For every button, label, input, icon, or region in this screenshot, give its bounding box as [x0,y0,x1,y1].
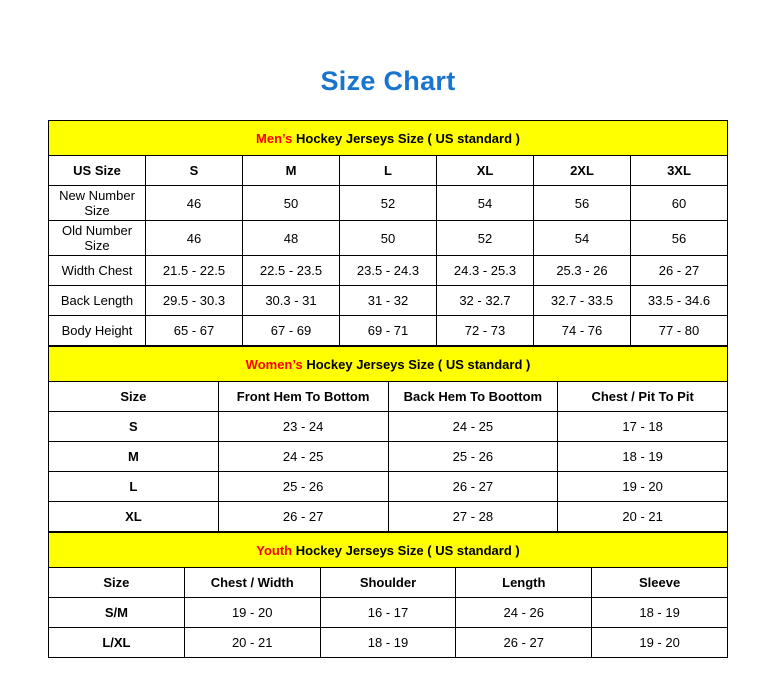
mens-row-1-label: Old Number Size [49,221,146,256]
womens-heading-rest: Hockey Jerseys Size ( US standard ) [302,356,531,372]
table-row [49,502,728,532]
mens-col-4: XL [437,156,534,186]
womens-row-3-label: XL [49,502,219,532]
mens-row-2-val-4: 25.3 - 26 [534,256,631,286]
womens-col-0: Size [49,382,219,412]
mens-row-1-val-1: 48 [243,221,340,256]
womens-row-1-val-0: 24 - 25 [218,442,388,472]
mens-section-heading [49,121,728,156]
mens-col-5: 2XL [534,156,631,186]
mens-row-3-val-1: 30.3 - 31 [243,286,340,316]
table-row [49,598,728,628]
youth-heading-rest: Hockey Jerseys Size ( US standard ) [292,542,520,558]
mens-row-0-val-3: 54 [437,186,534,221]
mens-row-0-val-5: 60 [631,186,728,221]
womens-col-2: Back Hem To Boottom [388,382,558,412]
womens-row-1-val-1: 25 - 26 [388,442,558,472]
womens-size-table [48,346,728,532]
mens-row-4-val-5: 77 - 80 [631,316,728,346]
table-row [49,316,728,346]
mens-row-3-val-3: 32 - 32.7 [437,286,534,316]
womens-heading-accent: Women’s [245,356,303,372]
womens-row-2-label: L [49,472,219,502]
mens-row-0-val-2: 52 [340,186,437,221]
table-row [49,472,728,502]
womens-row-0-label: S [49,412,219,442]
mens-row-3-val-2: 31 - 32 [340,286,437,316]
mens-row-3-label: Back Length [49,286,146,316]
womens-col-3: Chest / Pit To Pit [558,382,728,412]
mens-col-3: L [340,156,437,186]
youth-col-3: Length [456,568,592,598]
mens-row-4-val-3: 72 - 73 [437,316,534,346]
mens-row-1-val-2: 50 [340,221,437,256]
youth-row-1-val-2: 26 - 27 [456,628,592,658]
mens-row-2-val-5: 26 - 27 [631,256,728,286]
table-section-header-row [49,533,728,568]
mens-row-4-label: Body Height [49,316,146,346]
youth-row-0-label: S/M [49,598,185,628]
page-title: Size Chart [320,66,456,96]
youth-col-0: Size [49,568,185,598]
table-section-header-row [49,347,728,382]
mens-col-6: 3XL [631,156,728,186]
youth-col-2: Shoulder [320,568,456,598]
youth-row-0-val-2: 24 - 26 [456,598,592,628]
youth-row-0-val-0: 19 - 20 [184,598,320,628]
mens-col-2: M [243,156,340,186]
mens-heading-rest: Hockey Jerseys Size ( US standard ) [292,130,520,146]
mens-row-2-val-0: 21.5 - 22.5 [146,256,243,286]
table-row [49,221,728,256]
youth-col-4: Sleeve [592,568,728,598]
mens-row-2-label: Width Chest [49,256,146,286]
table-column-header-row [49,156,728,186]
mens-row-1-val-5: 56 [631,221,728,256]
mens-col-1: S [146,156,243,186]
mens-row-2-val-1: 22.5 - 23.5 [243,256,340,286]
youth-row-1-val-1: 18 - 19 [320,628,456,658]
youth-size-table [48,532,728,658]
womens-row-0-val-0: 23 - 24 [218,412,388,442]
mens-row-4-val-4: 74 - 76 [534,316,631,346]
mens-row-1-val-4: 54 [534,221,631,256]
mens-row-1-val-0: 46 [146,221,243,256]
womens-row-0-val-2: 17 - 18 [558,412,728,442]
womens-row-1-val-2: 18 - 19 [558,442,728,472]
youth-section-heading [49,533,728,568]
mens-col-0: US Size [49,156,146,186]
youth-heading-accent: Youth [256,542,293,558]
mens-row-4-val-2: 69 - 71 [340,316,437,346]
mens-row-3-val-5: 33.5 - 34.6 [631,286,728,316]
womens-col-1: Front Hem To Bottom [218,382,388,412]
youth-row-0-val-1: 16 - 17 [320,598,456,628]
table-row [49,286,728,316]
womens-row-3-val-2: 20 - 21 [558,502,728,532]
table-row [49,628,728,658]
womens-row-3-val-1: 27 - 28 [388,502,558,532]
mens-row-4-val-1: 67 - 69 [243,316,340,346]
mens-row-1-val-3: 52 [437,221,534,256]
womens-row-0-val-1: 24 - 25 [388,412,558,442]
table-row [49,442,728,472]
youth-row-0-val-3: 18 - 19 [592,598,728,628]
table-column-header-row [49,568,728,598]
womens-row-2-val-0: 25 - 26 [218,472,388,502]
mens-row-3-val-0: 29.5 - 30.3 [146,286,243,316]
womens-section-heading [49,347,728,382]
size-chart-tables [48,120,728,658]
mens-size-table [48,120,728,346]
womens-row-3-val-0: 26 - 27 [218,502,388,532]
mens-row-0-val-0: 46 [146,186,243,221]
table-row [49,256,728,286]
table-section-header-row [49,121,728,156]
youth-row-1-val-3: 19 - 20 [592,628,728,658]
table-column-header-row [49,382,728,412]
youth-row-1-label: L/XL [49,628,185,658]
youth-col-1: Chest / Width [184,568,320,598]
mens-row-0-val-4: 56 [534,186,631,221]
womens-row-2-val-1: 26 - 27 [388,472,558,502]
mens-row-3-val-4: 32.7 - 33.5 [534,286,631,316]
mens-row-0-val-1: 50 [243,186,340,221]
mens-row-0-label: New Number Size [49,186,146,221]
mens-row-4-val-0: 65 - 67 [146,316,243,346]
mens-row-2-val-2: 23.5 - 24.3 [340,256,437,286]
mens-heading-accent: Men’s [256,130,293,146]
womens-row-1-label: M [49,442,219,472]
youth-row-1-val-0: 20 - 21 [184,628,320,658]
table-row [49,186,728,221]
mens-row-2-val-3: 24.3 - 25.3 [437,256,534,286]
womens-row-2-val-2: 19 - 20 [558,472,728,502]
table-row [49,412,728,442]
